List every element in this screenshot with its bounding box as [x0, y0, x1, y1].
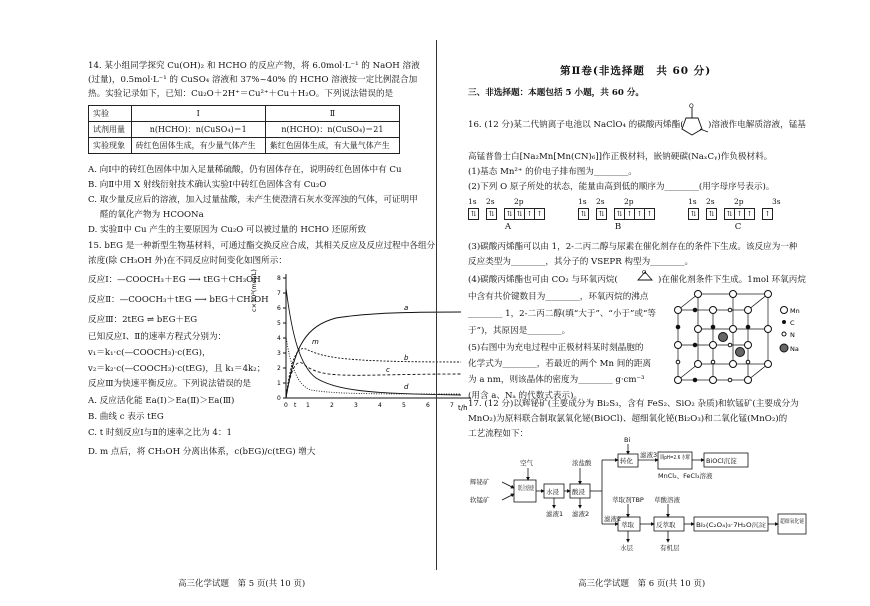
y-tick-label: 6: [277, 305, 281, 312]
svg-text:O: O: [642, 270, 647, 276]
x-tick-label: 7: [450, 402, 454, 409]
flow-label: 有机层: [660, 544, 680, 552]
q15-stem-line: 浓度(除 CH₃OH 外)在不同反应时间变化如图所示：: [88, 256, 287, 266]
flow-step: 超细氧化铋: [780, 519, 809, 525]
x-tick-label: 0: [284, 402, 288, 409]
q16-part-3: (3)碳酸丙烯酯可以由 1，2-二丙二醇与尿素在催化剂存在的条件下生成。该反应为一种: [468, 242, 798, 252]
q15-question: 反应Ⅲ为快速平衡反应。下列说法错误的是: [88, 379, 251, 389]
flow-label: MnCl₂、FeCl₃溶液: [658, 472, 713, 480]
crystal-legend: [780, 307, 800, 354]
mn-atom: [745, 377, 752, 384]
flow-label: 萃取剂TBP: [612, 496, 644, 504]
q14-stem-line: 14. 某小组同学探究 Cu(OH)₂ 和 HCHO 的反应产物，将 6.0mol·L⁻¹ 的 NaOH 溶液: [88, 61, 420, 71]
epoxypropane-structure: [632, 268, 658, 284]
x-tick-label: 6: [426, 402, 430, 409]
q16-part-4-line: 中含有共价键数目为________，环氧丙烷的沸点: [468, 292, 649, 302]
legend-na: Na: [790, 345, 799, 353]
q16-stem-line: 高锰普鲁士白[Na₂Mn[Mn(CN)₆]]作正极材料，嵌钠硬碳(NaₓCᵧ)作负极材料。: [468, 152, 773, 162]
y-tick-label: 2: [277, 365, 281, 372]
na-atom: [736, 348, 745, 357]
na-atom: [719, 333, 728, 342]
reaction-3: 反应Ⅲ：2tEG ⇌ bEG＋EG: [88, 315, 198, 325]
c-atom: [711, 325, 715, 329]
mn-atom: [675, 377, 682, 384]
table-cell: Ⅰ: [131, 106, 265, 122]
q15-option-a: A. 反应活化能 Ea(Ⅰ)＞Ea(Ⅱ)＞Ea(Ⅲ): [88, 396, 235, 406]
x-tick-label: 3: [354, 402, 358, 409]
flow-label: 滤液2: [604, 515, 622, 523]
q16-part-5: (5)右图中为充电过程中正极材料某时刻晶胞的: [468, 343, 644, 353]
x-tick-label: 4: [378, 402, 382, 409]
table-cell: 实验: [89, 106, 132, 122]
q16-part-5-line: (用含 a、Nₐ 的代数式表示)。: [468, 391, 583, 401]
mn-atom: [675, 342, 682, 349]
concentration-chart: [250, 266, 476, 416]
curve-a: [286, 312, 461, 398]
orbital-label-a: A: [504, 222, 512, 232]
rate-v1: v₁＝k₁·c(—COOCH₃)·c(EG)，: [88, 348, 211, 358]
propylene-carbonate-structure: [676, 104, 710, 136]
legend-c: C: [790, 319, 795, 327]
section-title: 第Ⅱ卷(非选择题 共 60 分): [560, 65, 712, 77]
orbital-diagram-c: 1s 2s 2p 3s ⇅ ⇅ ⇅ ↑ ↑ ↑ C: [688, 208, 788, 232]
curve-label-d: d: [404, 383, 409, 391]
flow-label: 水层: [620, 544, 633, 552]
orbital-diagram-b: 1s 2s 2p ⇅ ⇅ ⇅ ↑ ↑ ↑ B: [578, 208, 658, 232]
q16-part-4-cont: )在催化剂条件下生成。1mol 环氧丙烷: [658, 275, 806, 285]
q14-table: [88, 105, 400, 154]
legend-n: N: [790, 331, 795, 339]
svg-text:O: O: [689, 103, 694, 110]
q14-option-c: C. 取少量反应后的溶液，加入过量盐酸，未产生使澄清石灰水变浑浊的气体，可证明甲: [88, 195, 418, 205]
rate-intro: 已知反应Ⅰ、Ⅱ的速率方程式分别为：: [88, 332, 227, 342]
table-cell: 试剂用量: [89, 122, 132, 138]
q16-part-1: (1)基态 Mn²⁺ 的价电子排布图为________。: [468, 167, 637, 177]
n-atom: [711, 360, 715, 364]
section-instruction: 三、非选择题：本题包括 5 小题，共 60 分。: [468, 88, 645, 98]
q17-stem-line: 工艺流程如下：: [468, 429, 529, 439]
flow-label: 滤液1: [546, 510, 564, 518]
flow-step: 反萃取: [656, 521, 676, 529]
q15-option-c: C. t 时刻反应Ⅰ与Ⅱ的速率之比为 4：1: [88, 428, 232, 438]
mn-atom: [710, 342, 717, 349]
table-cell: n(HCHO)：n(CuSO₄)＝21: [265, 122, 399, 138]
mn-atom: [710, 307, 717, 314]
n-atom: [676, 360, 680, 364]
y-axis-label: c×10³(mol/L): [250, 269, 258, 312]
orbital-diagram-a: 1s 2s 2p ⇅ ⇅ ⇅ ⇅ ↑ ↑ A: [468, 208, 548, 232]
y-tick-label: 1: [277, 380, 281, 387]
y-tick-label: 3: [277, 350, 281, 357]
c-atom: [693, 343, 697, 347]
mn-atom: [765, 291, 772, 298]
x-tick-label: 5: [402, 402, 406, 409]
flow-label: 滤液3: [640, 451, 658, 459]
table-cell: 实验现象: [89, 138, 132, 154]
c-atom: [693, 308, 697, 312]
mn-atom: [730, 291, 737, 298]
n-atom: [728, 343, 732, 347]
curve-label-b: b: [404, 354, 409, 362]
flow-step: 水浸: [546, 488, 559, 496]
flow-step: BiOCl沉淀: [706, 457, 737, 465]
q14-option-a: A. 向Ⅰ中的砖红色固体中加入足量稀硫酸，仍有固体存在，说明砖红色固体中有 Cu: [88, 165, 402, 175]
orbital-label-b: B: [614, 222, 622, 232]
mn-atom: [730, 326, 737, 333]
table-cell: 砖红色固体生成，有少量气体产生: [131, 138, 265, 154]
q16-part-5-line: 为 a nm，则该晶体的密度为________ g·cm⁻³: [468, 375, 645, 385]
q16-part-4: (4)碳酸丙烯酯也可由 CO₂ 与环氧丙烷(: [468, 275, 618, 285]
flow-input-bismuthinite: 辉铋矿: [470, 478, 490, 486]
x-tick-label: 1: [306, 402, 310, 409]
flow-label: 草酸溶液: [654, 496, 680, 504]
mn-atom: [730, 361, 737, 368]
q14-option-b: B. 向Ⅱ中用 X 射线衍射技术确认实验Ⅰ中砖红色固体含有 Cu₂O: [88, 180, 327, 190]
mn-atom: [765, 326, 772, 333]
mn-atom: [675, 307, 682, 314]
q15-stem-line: 15. bEG 是一种新型生物基材料，可通过酯交换反应合成，其相关反应及反应过程中各组分: [88, 241, 436, 251]
legend-mn: Mn: [790, 307, 800, 315]
mn-atom: [695, 291, 702, 298]
mn-atom: [710, 377, 717, 384]
q16-part-5-line: 化学式为________，若最近的两个 Mn 间的距离: [468, 359, 652, 369]
flow-step: 萃取: [621, 521, 634, 529]
y-tick-label: 4: [277, 335, 281, 342]
page-footer-left: 高三化学试题 第 5 页(共 10 页): [178, 579, 306, 589]
process-flow-chart: [468, 438, 808, 573]
y-tick-label: 7: [277, 290, 281, 297]
curve-c: [286, 363, 461, 398]
c-atom: [693, 378, 697, 382]
c-atom: [676, 325, 680, 329]
flow-label: Bi: [624, 436, 631, 444]
flow-step: 转化: [620, 457, 633, 465]
x-axis-label: t/h: [458, 404, 468, 412]
rate-v2: v₂＝k₂·c(—COOCH₃)·c(tEG)，且 k₁＝4k₂；: [88, 364, 266, 374]
flow-input-pyrolusite: 软锰矿: [470, 496, 490, 504]
flow-step: 调pH=2.6 水解: [660, 455, 700, 461]
table-cell: n(HCHO)：n(CuSO₄)＝1: [131, 122, 265, 138]
point-label-m: m: [312, 338, 319, 346]
x-tick-label: t: [294, 402, 297, 409]
q15-option-b: B. 曲线 c 表示 tEG: [88, 412, 164, 422]
q14-option-c-cont: 醛的氧化产物为 HCOONa: [100, 210, 204, 220]
x-tick-label: 2: [330, 402, 334, 409]
q14-stem-line: 热。实验记录如下，已知：Cu₂O＋2H⁺＝Cu²⁺＋Cu＋H₂O。下列说法错误的是: [88, 89, 394, 99]
flow-step: Bi₂(C₂O₄)₃·7H₂O沉淀: [696, 523, 753, 529]
flow-label: 浓盐酸: [572, 459, 592, 467]
q17-stem-line: 17. (12 分)以辉铋矿(主要成分为 Bi₂S₃，含有 FeS₂、SiO₂ 杂质)和软锰矿(主要成分为: [468, 399, 799, 409]
reaction-1: 反应Ⅰ：—COOCH₃＋EG ⟶ tEG＋CH₃OH: [88, 275, 261, 285]
n-atom: [746, 360, 750, 364]
curve-label-c: c: [386, 366, 390, 374]
q14-option-d: D. 实验Ⅱ中 Cu 产生的主要原因为 Cu₂O 可以被过量的 HCHO 还原所致: [88, 225, 367, 235]
n-atom: [728, 378, 732, 382]
q16-stem-line: 16. (12 分)某二代钠离子电池以 NaClO₄ 的碳酸丙烯酯(: [468, 120, 684, 130]
y-tick-label: 5: [277, 320, 281, 327]
orbital-label-c: C: [734, 222, 742, 232]
q16-part-4-line: 于”)，其原因是________。: [468, 326, 571, 336]
q14-stem-line: (过量)，0.5mol·L⁻¹ 的 CuSO₄ 溶液和 37%~40% 的 HCHO 溶液按一定比例混合加: [88, 75, 418, 85]
c-atom: [746, 325, 750, 329]
mn-atom: [695, 361, 702, 368]
flow-label: 滤液2: [572, 510, 590, 518]
flow-step: 联合焙烧: [518, 484, 544, 492]
crystal-cell-diagram: [668, 290, 808, 390]
flow-air: 空气: [520, 459, 533, 467]
n-atom: [728, 308, 732, 312]
reaction-2: 反应Ⅱ：—COOCH₃＋tEG ⟶ bEG＋CH₃OH: [88, 295, 269, 305]
q16-part-3-cont: 反应类型为________，其分子的 VSEPR 构型为________。: [468, 257, 694, 267]
mn-atom: [765, 361, 772, 368]
q16-stem-cont: )溶液作电解质溶液，锰基: [708, 120, 806, 130]
q16-part-4-line: ________ 1，2-二丙二醇(填“大于”、“小于”或“等: [468, 309, 656, 319]
y-tick-label: 8: [277, 275, 281, 282]
mn-atom: [745, 307, 752, 314]
q16-part-2: (2)下列 O 原子所处的状态，能量由高到低的顺序为________(用字母序号表示)。: [468, 182, 775, 192]
q17-stem-line: MnO₂)为原料联合制取氯氧化铋(BiOCl)、超细氧化铋(Bi₂O₃)和二氧化锰(MnO₂)的: [468, 414, 788, 424]
q15-option-d: D. m 点后，将 CH₃OH 分离出体系，c(bEG)/c(tEG) 增大: [88, 447, 316, 457]
table-cell: Ⅱ: [265, 106, 399, 122]
page-footer-right: 高三化学试题 第 6 页(共 10 页): [578, 579, 706, 589]
mn-atom: [745, 342, 752, 349]
curve-label-a: a: [404, 304, 409, 312]
y-tick-label: 0: [277, 395, 281, 402]
flow-step: 酸浸: [572, 488, 585, 496]
mn-atom: [695, 326, 702, 333]
table-cell: 紫红色固体生成，有大量气体产生: [265, 138, 399, 154]
page-divider: [436, 40, 437, 570]
